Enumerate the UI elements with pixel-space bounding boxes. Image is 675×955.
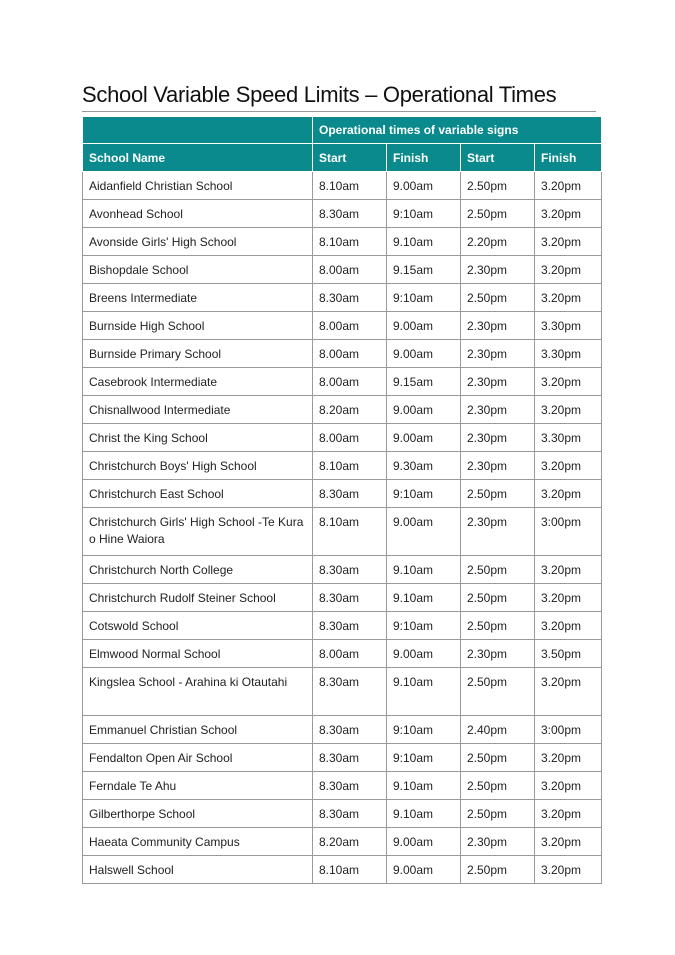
am-start-cell: 8.20am bbox=[313, 396, 387, 424]
school-name-cell: Gilberthorpe School bbox=[83, 800, 313, 828]
table-row bbox=[83, 172, 602, 200]
pm-finish-cell: 3.20pm bbox=[535, 828, 602, 856]
pm-finish-cell: 3:00pm bbox=[535, 716, 602, 744]
table-row bbox=[83, 716, 602, 744]
am-finish-cell: 9:10am bbox=[387, 612, 461, 640]
pm-start-cell: 2.30pm bbox=[461, 424, 535, 452]
am-finish-cell: 9.10am bbox=[387, 228, 461, 256]
pm-start-cell: 2.30pm bbox=[461, 508, 535, 556]
am-finish-cell: 9.10am bbox=[387, 556, 461, 584]
pm-finish-cell: 3.20pm bbox=[535, 256, 602, 284]
table-row bbox=[83, 228, 602, 256]
pm-finish-cell: 3.20pm bbox=[535, 396, 602, 424]
pm-start-cell: 2.30pm bbox=[461, 340, 535, 368]
school-name-cell: Kingslea School - Arahina ki Otautahi bbox=[83, 668, 313, 716]
table-row bbox=[83, 480, 602, 508]
pm-start-cell: 2.20pm bbox=[461, 228, 535, 256]
pm-start-cell: 2.30pm bbox=[461, 396, 535, 424]
table-row bbox=[83, 800, 602, 828]
pm-start-cell: 2.50pm bbox=[461, 284, 535, 312]
am-finish-cell: 9.00am bbox=[387, 424, 461, 452]
am-finish-cell: 9.15am bbox=[387, 368, 461, 396]
school-name-cell: Christchurch Rudolf Steiner School bbox=[83, 584, 313, 612]
pm-start-cell: 2.30pm bbox=[461, 828, 535, 856]
am-finish-cell: 9:10am bbox=[387, 480, 461, 508]
am-start-cell: 8.00am bbox=[313, 256, 387, 284]
school-name-cell: Haeata Community Campus bbox=[83, 828, 313, 856]
school-name-cell: Avonhead School bbox=[83, 200, 313, 228]
pm-finish-cell: 3.20pm bbox=[535, 452, 602, 480]
am-start-cell: 8.10am bbox=[313, 508, 387, 556]
school-name-cell: Ferndale Te Ahu bbox=[83, 772, 313, 800]
table-row bbox=[83, 744, 602, 772]
pm-finish-cell: 3.20pm bbox=[535, 744, 602, 772]
pm-start-cell: 2.50pm bbox=[461, 584, 535, 612]
am-start-cell: 8.30am bbox=[313, 612, 387, 640]
table-row bbox=[83, 584, 602, 612]
am-finish-cell: 9:10am bbox=[387, 284, 461, 312]
col-header-am-start: Start bbox=[313, 144, 387, 172]
school-name-cell: Christ the King School bbox=[83, 424, 313, 452]
am-start-cell: 8.00am bbox=[313, 424, 387, 452]
school-name-cell: Burnside High School bbox=[83, 312, 313, 340]
school-name-cell: Aidanfield Christian School bbox=[83, 172, 313, 200]
pm-start-cell: 2.50pm bbox=[461, 744, 535, 772]
am-finish-cell: 9:10am bbox=[387, 200, 461, 228]
col-header-pm-finish: Finish bbox=[535, 144, 602, 172]
am-finish-cell: 9.00am bbox=[387, 856, 461, 884]
table-row bbox=[83, 772, 602, 800]
pm-finish-cell: 3.20pm bbox=[535, 584, 602, 612]
table-row bbox=[83, 256, 602, 284]
am-start-cell: 8.30am bbox=[313, 556, 387, 584]
pm-start-cell: 2.30pm bbox=[461, 256, 535, 284]
table-row bbox=[83, 424, 602, 452]
pm-finish-cell: 3.20pm bbox=[535, 800, 602, 828]
pm-finish-cell: 3.20pm bbox=[535, 200, 602, 228]
am-start-cell: 8.30am bbox=[313, 480, 387, 508]
am-start-cell: 8.30am bbox=[313, 584, 387, 612]
am-start-cell: 8.00am bbox=[313, 340, 387, 368]
page-title: School Variable Speed Limits – Operational Times bbox=[82, 82, 557, 107]
am-start-cell: 8.30am bbox=[313, 744, 387, 772]
am-finish-cell: 9.00am bbox=[387, 312, 461, 340]
am-start-cell: 8.00am bbox=[313, 640, 387, 668]
school-name-cell: Breens Intermediate bbox=[83, 284, 313, 312]
pm-start-cell: 2.30pm bbox=[461, 452, 535, 480]
table-row bbox=[83, 284, 602, 312]
school-name-cell: Halswell School bbox=[83, 856, 313, 884]
school-name-cell: Fendalton Open Air School bbox=[83, 744, 313, 772]
pm-finish-cell: 3.50pm bbox=[535, 640, 602, 668]
pm-start-cell: 2.50pm bbox=[461, 668, 535, 716]
pm-finish-cell: 3.20pm bbox=[535, 480, 602, 508]
am-start-cell: 8.20am bbox=[313, 828, 387, 856]
pm-start-cell: 2.40pm bbox=[461, 716, 535, 744]
pm-start-cell: 2.30pm bbox=[461, 640, 535, 668]
group-header-blank bbox=[83, 117, 313, 144]
pm-finish-cell: 3.20pm bbox=[535, 368, 602, 396]
pm-start-cell: 2.50pm bbox=[461, 800, 535, 828]
pm-finish-cell: 3.20pm bbox=[535, 856, 602, 884]
table-row bbox=[83, 828, 602, 856]
pm-finish-cell: 3.20pm bbox=[535, 668, 602, 716]
table-row bbox=[83, 200, 602, 228]
am-start-cell: 8.10am bbox=[313, 452, 387, 480]
am-finish-cell: 9:10am bbox=[387, 716, 461, 744]
am-finish-cell: 9.00am bbox=[387, 172, 461, 200]
table-row bbox=[83, 340, 602, 368]
school-name-cell: Avonside Girls' High School bbox=[83, 228, 313, 256]
am-finish-cell: 9.10am bbox=[387, 584, 461, 612]
am-finish-cell: 9.00am bbox=[387, 508, 461, 556]
pm-finish-cell: 3.30pm bbox=[535, 424, 602, 452]
school-name-cell: Christchurch Boys' High School bbox=[83, 452, 313, 480]
operational-times-table bbox=[82, 116, 602, 884]
pm-start-cell: 2.50pm bbox=[461, 856, 535, 884]
am-finish-cell: 9.15am bbox=[387, 256, 461, 284]
pm-finish-cell: 3.20pm bbox=[535, 612, 602, 640]
table-header-row bbox=[83, 144, 602, 172]
am-start-cell: 8.10am bbox=[313, 856, 387, 884]
table-row bbox=[83, 508, 602, 556]
am-finish-cell: 9.10am bbox=[387, 668, 461, 716]
pm-finish-cell: 3.20pm bbox=[535, 556, 602, 584]
table-row bbox=[83, 452, 602, 480]
am-start-cell: 8.30am bbox=[313, 284, 387, 312]
table-row bbox=[83, 612, 602, 640]
am-start-cell: 8.30am bbox=[313, 800, 387, 828]
school-name-cell: Emmanuel Christian School bbox=[83, 716, 313, 744]
pm-start-cell: 2.50pm bbox=[461, 200, 535, 228]
am-start-cell: 8.30am bbox=[313, 200, 387, 228]
pm-finish-cell: 3.20pm bbox=[535, 228, 602, 256]
school-name-cell: Cotswold School bbox=[83, 612, 313, 640]
am-finish-cell: 9.00am bbox=[387, 640, 461, 668]
pm-start-cell: 2.50pm bbox=[461, 172, 535, 200]
pm-start-cell: 2.50pm bbox=[461, 480, 535, 508]
am-finish-cell: 9:10am bbox=[387, 744, 461, 772]
am-start-cell: 8.00am bbox=[313, 368, 387, 396]
school-name-cell: Burnside Primary School bbox=[83, 340, 313, 368]
table-group-header-row bbox=[83, 117, 602, 144]
am-start-cell: 8.30am bbox=[313, 772, 387, 800]
pm-finish-cell: 3.30pm bbox=[535, 312, 602, 340]
school-name-cell: Bishopdale School bbox=[83, 256, 313, 284]
pm-finish-cell: 3.30pm bbox=[535, 340, 602, 368]
pm-start-cell: 2.30pm bbox=[461, 312, 535, 340]
pm-finish-cell: 3.20pm bbox=[535, 172, 602, 200]
table-row bbox=[83, 368, 602, 396]
table-row bbox=[83, 856, 602, 884]
pm-finish-cell: 3.20pm bbox=[535, 284, 602, 312]
am-finish-cell: 9.10am bbox=[387, 800, 461, 828]
title-divider bbox=[82, 111, 596, 112]
am-finish-cell: 9.10am bbox=[387, 772, 461, 800]
school-name-cell: Christchurch Girls' High School -Te Kura o Hine Waiora bbox=[83, 508, 313, 556]
school-name-cell: Casebrook Intermediate bbox=[83, 368, 313, 396]
am-start-cell: 8.10am bbox=[313, 228, 387, 256]
pm-start-cell: 2.50pm bbox=[461, 556, 535, 584]
col-header-pm-start: Start bbox=[461, 144, 535, 172]
table-body bbox=[83, 172, 602, 884]
am-finish-cell: 9.00am bbox=[387, 340, 461, 368]
pm-start-cell: 2.50pm bbox=[461, 772, 535, 800]
pm-finish-cell: 3:00pm bbox=[535, 508, 602, 556]
school-name-cell: Christchurch East School bbox=[83, 480, 313, 508]
am-start-cell: 8.10am bbox=[313, 172, 387, 200]
col-header-school-name: School Name bbox=[83, 144, 313, 172]
am-finish-cell: 9.00am bbox=[387, 396, 461, 424]
pm-finish-cell: 3.20pm bbox=[535, 772, 602, 800]
table-row bbox=[83, 556, 602, 584]
table-row bbox=[83, 640, 602, 668]
am-finish-cell: 9.00am bbox=[387, 828, 461, 856]
group-header-operational-times: Operational times of variable signs bbox=[313, 117, 602, 144]
am-start-cell: 8.30am bbox=[313, 668, 387, 716]
am-start-cell: 8.00am bbox=[313, 312, 387, 340]
table-row bbox=[83, 312, 602, 340]
table-row bbox=[83, 668, 602, 716]
table-row bbox=[83, 396, 602, 424]
pm-start-cell: 2.50pm bbox=[461, 612, 535, 640]
am-start-cell: 8.30am bbox=[313, 716, 387, 744]
school-name-cell: Chisnallwood Intermediate bbox=[83, 396, 313, 424]
col-header-am-finish: Finish bbox=[387, 144, 461, 172]
school-name-cell: Christchurch North College bbox=[83, 556, 313, 584]
school-name-cell: Elmwood Normal School bbox=[83, 640, 313, 668]
am-finish-cell: 9.30am bbox=[387, 452, 461, 480]
pm-start-cell: 2.30pm bbox=[461, 368, 535, 396]
